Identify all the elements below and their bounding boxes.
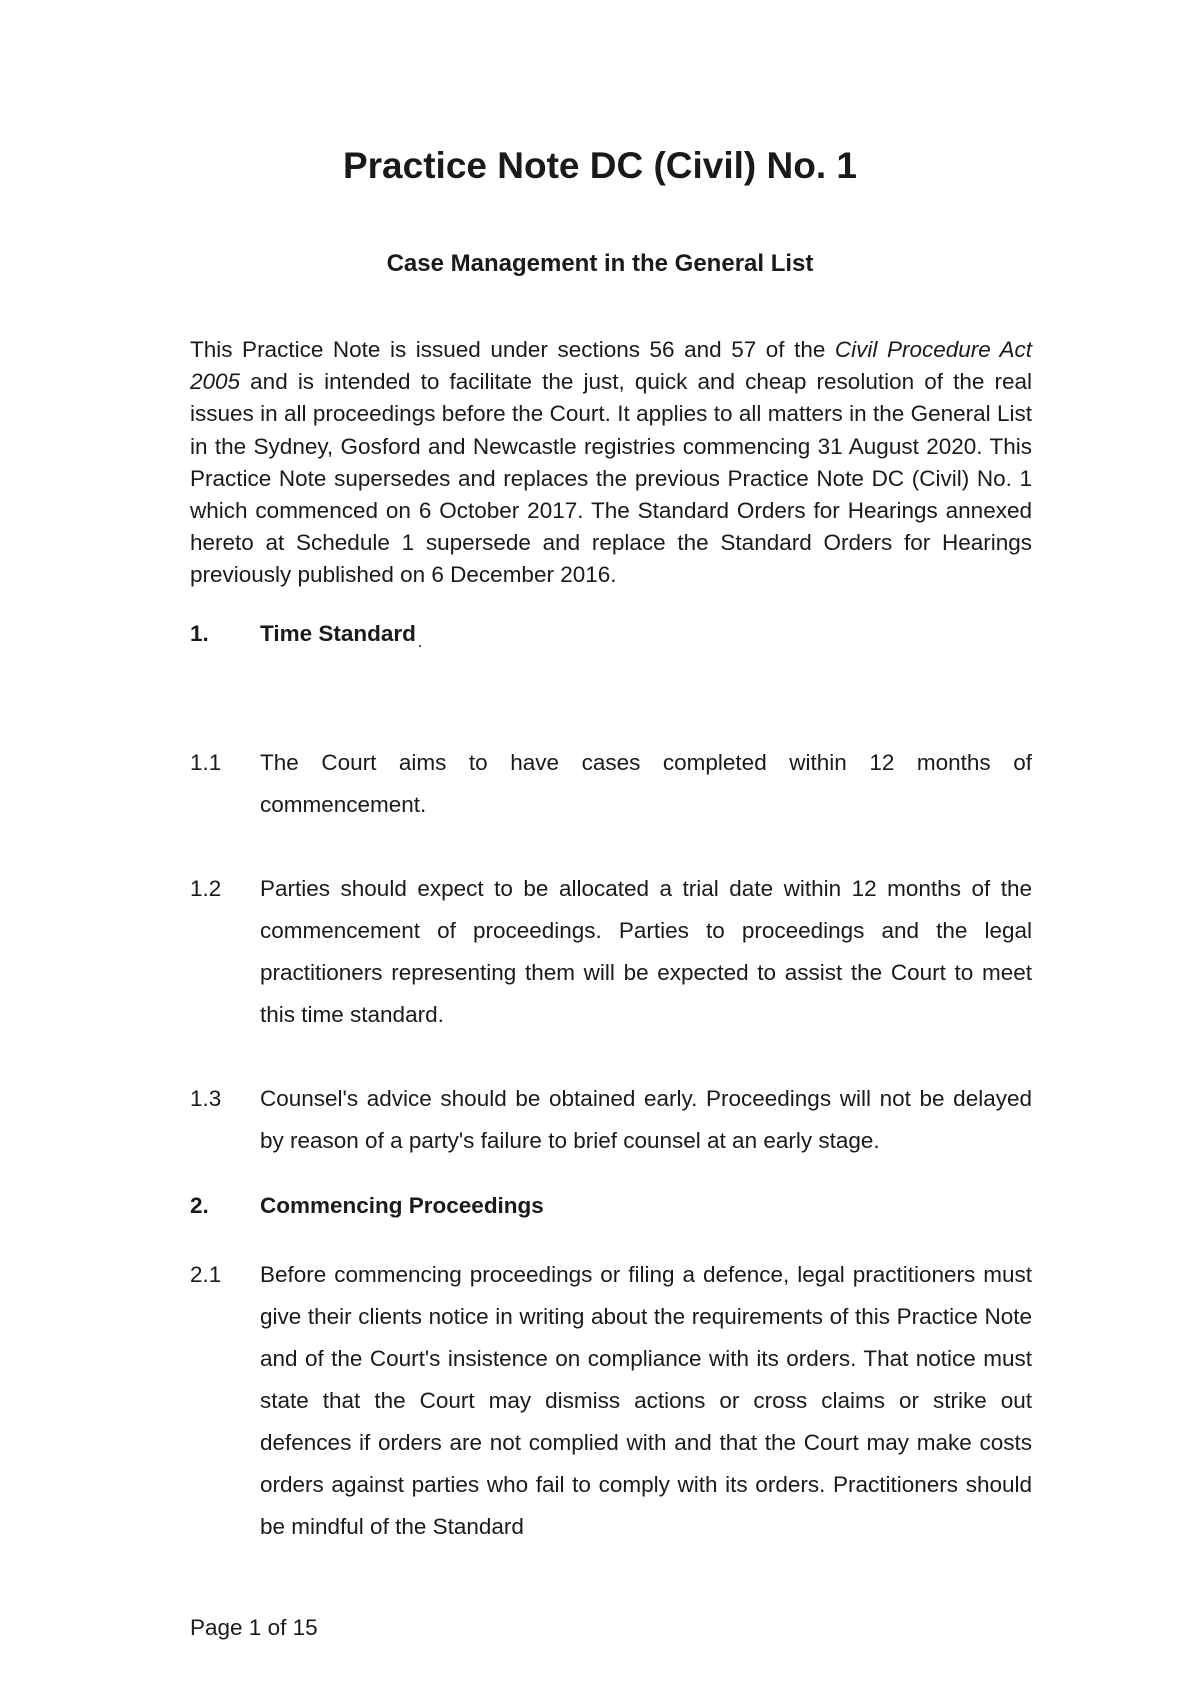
paragraph-number: 1.1 [190, 750, 222, 775]
paragraph-text: The Court aims to have cases completed within 12 months of commencement. [260, 750, 1032, 817]
document-title: Practice Note DC (Civil) No. 1 [342, 145, 857, 186]
section-heading-1 [190, 621, 1032, 647]
intro-paragraph [190, 334, 1032, 592]
page-footer: Page 1 of 15 [190, 1615, 318, 1640]
section-heading-2 [190, 1193, 1032, 1219]
paragraph-number: 1.2 [190, 876, 222, 901]
paragraph-2-1 [190, 1254, 1032, 1548]
section-title: Time Standard [260, 621, 416, 646]
paragraph-text: Counsel's advice should be obtained early. Proceedings will not be delayed by reason of a party's failure to brief counsel at an early stage. [260, 1086, 1032, 1153]
section-title: Commencing Proceedings [260, 1193, 544, 1218]
document-subtitle: Case Management in the General List [386, 250, 814, 277]
act-name: Civil Procedure Act 2005 [190, 337, 1032, 395]
paragraph-text: Parties should expect to be allocated a trial date within 12 months of the commencement of proceedings. Parties to proceedings and the legal practitioners representing them will be expected to assist the Court to meet this time standard. [260, 876, 1032, 1027]
section-number: 1. [190, 621, 209, 646]
paragraph-1-2 [190, 868, 1032, 1036]
intro-text-part2: and is intended to facilitate the just, quick and cheap resolution of the real issues in all proceedings before the Court. It applies to all matters in the General List in the Sydney, Gosford and Newcastle registries commencing 31 August 2020. This Practice Note supersedes and replaces the previous Practice Note DC (Civil) No. 1 which commenced on 6 October 2017. The Standard Orders for Hearings annexed hereto at Schedule 1 supersede and replace the Standard Orders for Hearings previously published on 6 December 2016. [190, 369, 1032, 588]
paragraph-1-1 [190, 742, 1032, 826]
intro-text-part1: This Practice Note is issued under sections 56 and 57 of the [190, 337, 835, 362]
paragraph-number: 2.1 [190, 1262, 222, 1287]
section-number: 2. [190, 1193, 209, 1218]
paragraph-text: Before commencing proceedings or filing a defence, legal practitioners must give their clients notice in writing about the requirements of this Practice Note and of the Court's insistence on compliance with its orders. That notice must state that the Court may dismiss actions or cross claims or strike out defences if orders are not complied with and that the Court may make costs orders against parties who fail to comply with its orders. Practitioners should be mindful of the Standard [260, 1262, 1032, 1539]
paragraph-1-3 [190, 1078, 1032, 1162]
paragraph-number: 1.3 [190, 1086, 222, 1111]
